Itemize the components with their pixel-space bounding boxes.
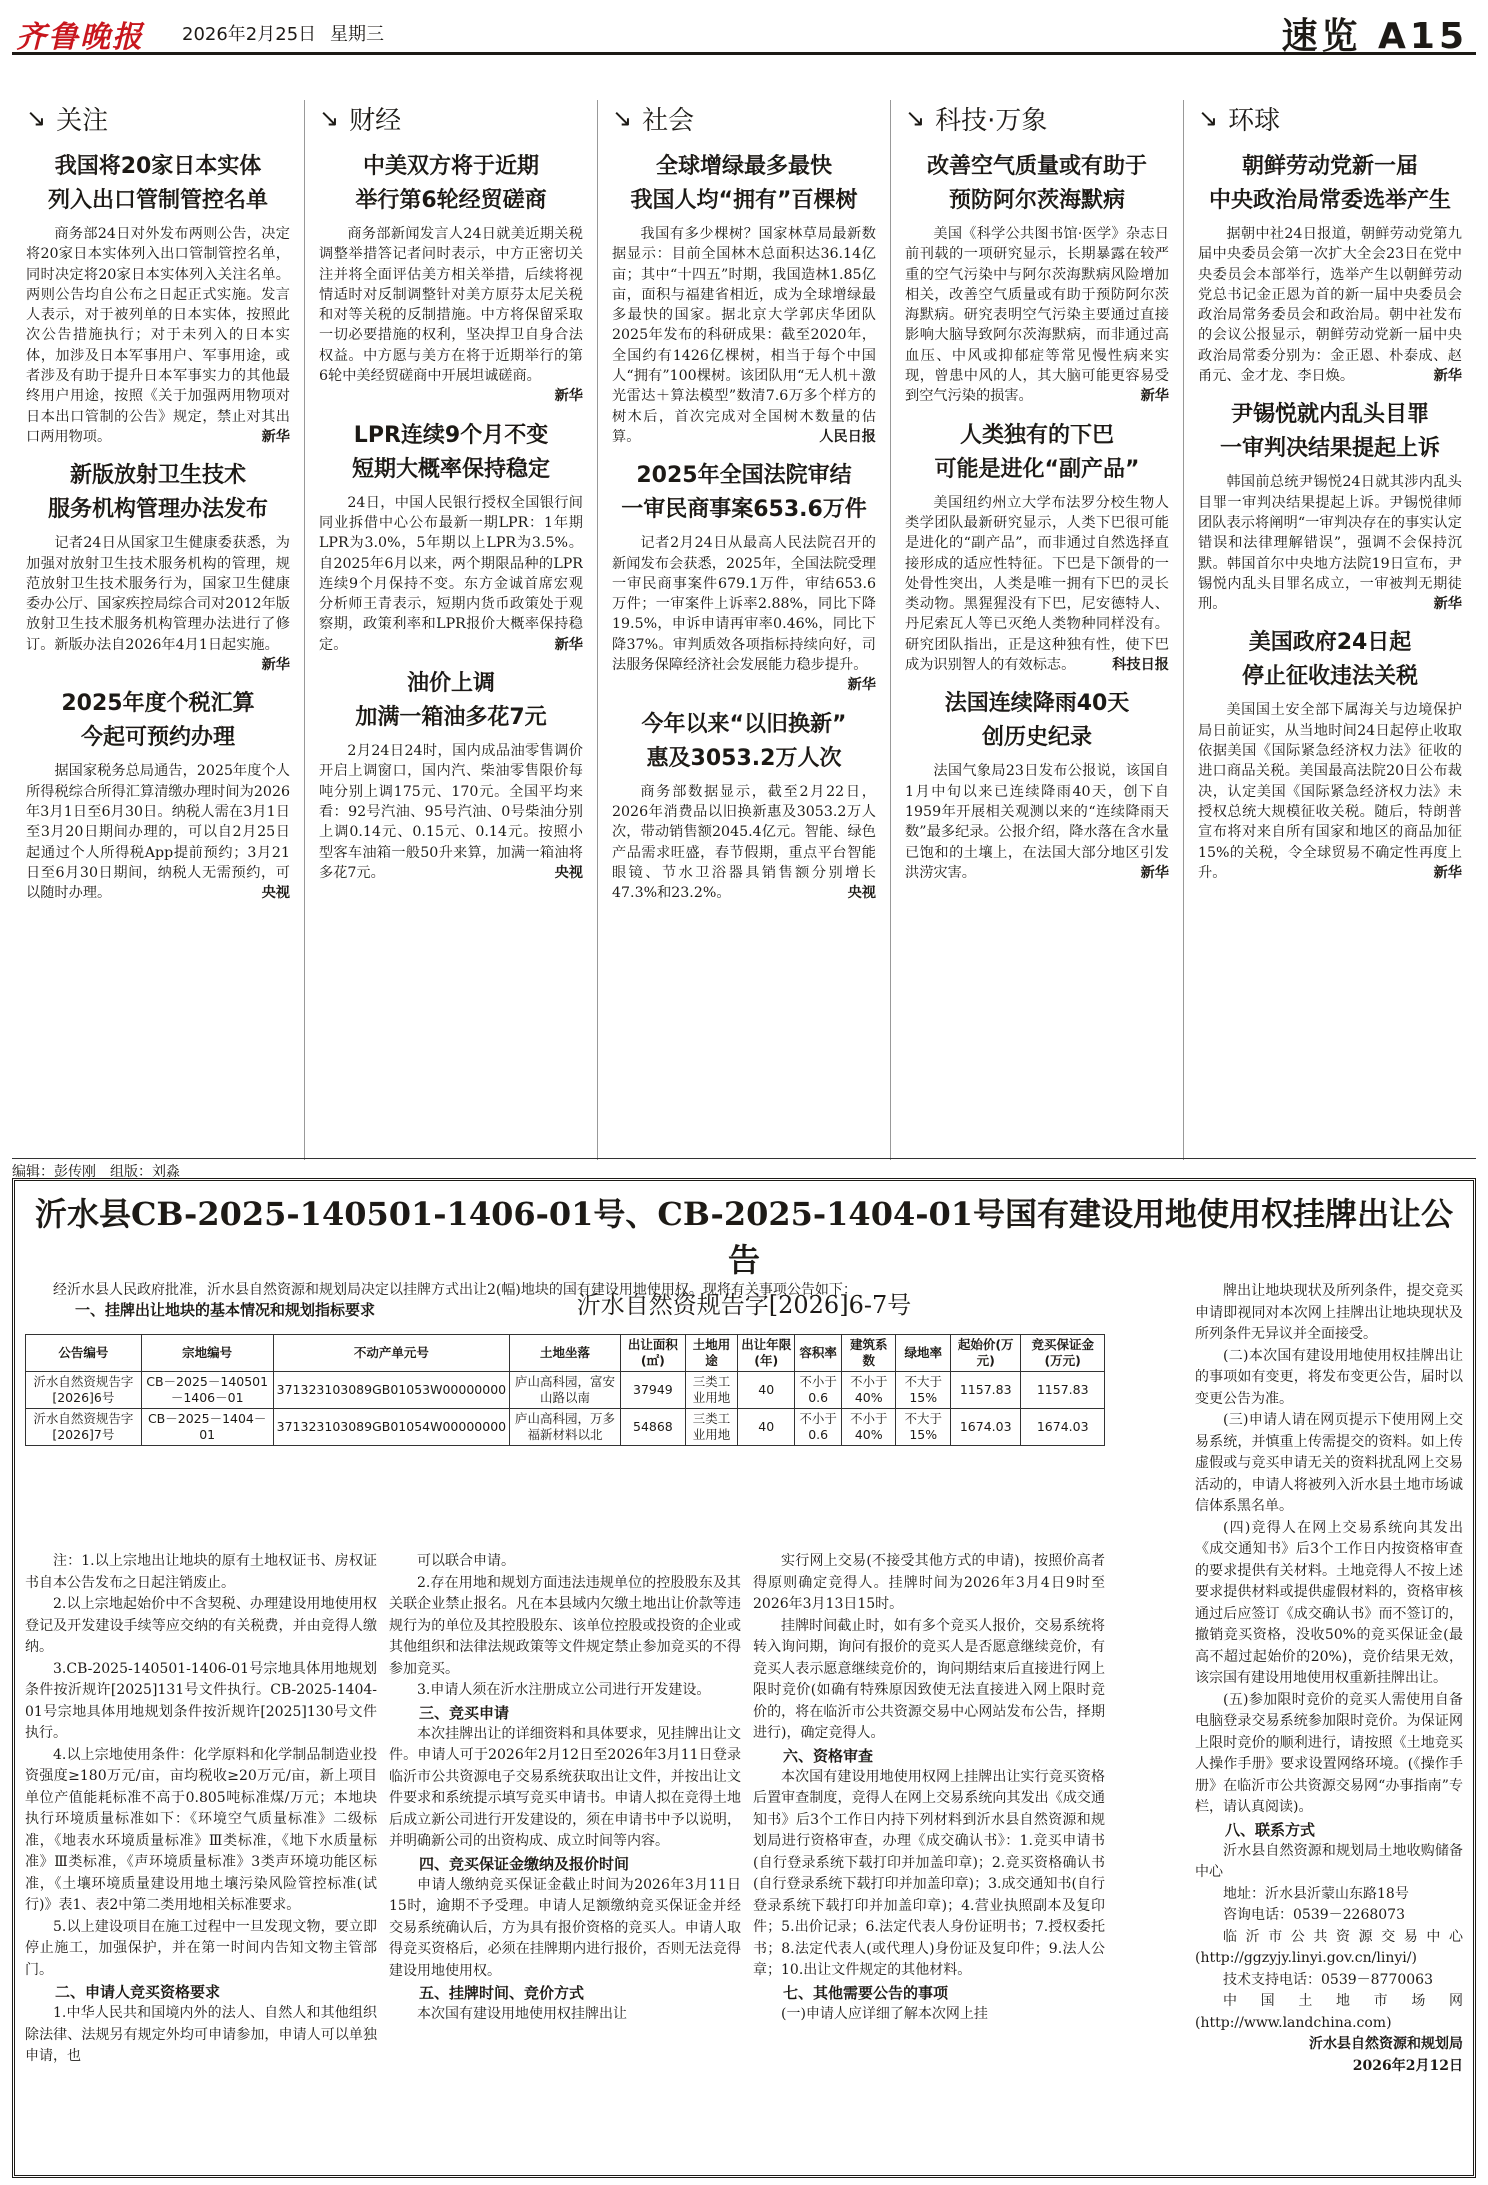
article-source: 新华 <box>1433 368 1462 385</box>
section-arrow-icon: ↘ <box>1198 104 1219 132</box>
notice-paragraph: 5.以上建设项目在施工过程中一旦发现文物，要立即停止施工，加强保护，并在第一时间内告知文物主管部门。 <box>25 1918 377 1978</box>
section-title: 关注 <box>56 105 109 136</box>
table-body <box>26 1372 1105 1446</box>
table-header-cell: 建筑系数 <box>841 1335 896 1372</box>
issue-date: 2026年2月25日 <box>182 24 317 45</box>
news-columns <box>12 100 1476 1160</box>
table-header-cell: 宗地编号 <box>141 1335 273 1372</box>
headline[interactable]: LPR连续9个月不变 短期大概率保持稳定 <box>351 422 550 482</box>
article-source: 新华 <box>261 428 290 445</box>
news-article <box>612 708 876 904</box>
notice-paragraph: 4.以上宗地使用条件：化学原料和化学制品制造业投资强度≥180万元/亩，亩均税收≥20万元/亩，新上项目单位产值能耗标准不高于0.805吨标准煤/万元；本地块执行环境质量标准如下：《环境空气质量标准》二级标准，《地表水环境质量标准》Ⅲ类标准，《地下水质量标准》Ⅲ类标准，《声环境质量标准》3类声环境功能区标准，《土壤环境质量建设用地土壤污染风险管控标准(试行)》表1、表2中第二类用地相关标准要求。 <box>25 1746 377 1913</box>
table-cell: CB－2025－140501－1406－01 <box>141 1372 273 1409</box>
notice-date: 2026年2月12日 <box>1352 2057 1463 2074</box>
article-source: 新华 <box>1433 864 1462 881</box>
table-cell: 沂水自然资规告字[2026]7号 <box>26 1409 142 1446</box>
section-6-body: 本次国有建设用地使用权网上挂牌出让实行竞买资格后置审查制度，竞得人在网上交易系统向其发出《成交通知书》后3个工作日内持下列材料到沂水县自然资源和规划局进行资格审查，办理《成交确认书》：1.竞买申请书(自行登录系统下载打印并加盖印章)；2.竞买资格确认书(自行登录系统下载打印并加盖印章)；3.成交通知书(自行登录系统下载打印并加盖印章)；4.营业执照副本及复印件；5.出价记录；6.法定代表人身份证明书；7.授权委托书；8.法定代表人(或代理人)身份证及复印件；9.法人公章；10.出让文件规定的其他材料。 <box>753 1768 1105 1978</box>
headline[interactable]: 2025年全国法院审结 一审民商事案653.6万件 <box>621 463 867 523</box>
col4-paras <box>1195 1281 1463 1819</box>
notice-col-1 <box>25 1551 377 2068</box>
article-text: 据国家税务总局通告，2025年度个人所得税综合所得汇算清缴办理时间为2026年3月1日至6月30日。纳税人需在3月1日至3月20日期间办理的，可以自2月25日起通过个人所得税App提前预约；3月21日至6月30日期间，纳税人无需预约，可以随时办理。 <box>26 763 290 902</box>
table-row <box>26 1409 1105 1446</box>
article-source: 人民日报 <box>819 428 876 445</box>
article-text: 商务部新闻发言人24日就美近期关税调整举措答记者问时表示，中方正密切关注并将全面评估美方相关举措，后续将视情适时对反制调整针对美方原芬太尼关税和对等关税的反制措施。中方将保留采取一切必要措施的权利，坚决捍卫自身合法权益。中方愿与美方在将于近期举行的第6轮中美经贸磋商中开展坦诚磋商。 <box>319 226 583 385</box>
table-header <box>26 1335 1105 1372</box>
section-arrow-icon: ↘ <box>26 104 47 132</box>
article-body <box>612 224 876 447</box>
notice-columns <box>25 1551 1105 2068</box>
article-source: 新华 <box>554 388 583 405</box>
notice-section-7: 七、其他需要公告的事项 <box>783 1983 949 2002</box>
section-4-body: 申请人缴纳竞买保证金截止时间为2026年3月11日15时，逾期不予受理。申请人足额缴纳竞买保证金并经交易系统确认后，方为具有报价资格的竞买人。申请人取得竞买资格后，必须在挂牌期内进行报价，否则无法竞得建设用地使用权。 <box>389 1876 741 1979</box>
news-article <box>905 419 1169 676</box>
section-arrow-icon: ↘ <box>612 104 633 132</box>
notice-title: 沂水县CB-2025-140501-1406-01号、CB-2025-1404-01号国有建设用地使用权挂牌出让公告 <box>34 1195 1454 1279</box>
notice-section-6: 六、资格审查 <box>783 1746 874 1765</box>
notice-section-8: 八、联系方式 <box>1225 1820 1316 1839</box>
contact-info <box>1195 1841 1463 2035</box>
article-body <box>1198 224 1462 386</box>
news-article <box>905 150 1169 407</box>
headline[interactable]: 朝鲜劳动党新一届 中央政治局常委选举产生 <box>1208 154 1451 213</box>
notice-col-2 <box>389 1551 741 2068</box>
article-text: 商务部数据显示，截至2月22日，2026年消费品以旧换新惠及3053.2万人次，带动销售额2045.4亿元。智能、绿色产品需求旺盛，春节假期，重点平台智能眼镜、节水卫浴器具销售额分别增长47.3%和23.2%。 <box>612 783 876 902</box>
masthead <box>12 6 1476 55</box>
notice-signature: 沂水县自然资源和规划局 <box>1309 2036 1463 2052</box>
col1-paras <box>25 1551 377 1981</box>
notice-paragraph: (五)参加限时竞价的竞买人需使用自备电脑登录交易系统参加限时竞价。为保证网上限时竞价的顺利进行，请按照《土地竞买人操作手册》要求设置网络环境。(《操作手册》在临沂市公共资源交易网“办事指南”专栏，请认真阅读)。 <box>1195 1691 1463 1815</box>
article-text: 2月24日24时，国内成品油零售调价开启上调窗口，国内汽、柴油零售限价每吨分别上调175元、170元。全国平均来看：92号汽油、95号汽油、0号柴油分别上调0.14元、0.15元、0.14元。按照小型客车油箱一般50升来算，加满一箱油将多花7元。 <box>319 743 583 881</box>
article-text: 24日，中国人民银行授权全国银行间同业拆借中心公布最新一期LPR：1年期LPR为3.0%，5年期以上LPR为3.5%。自2025年6月以来，两个期限品种的LPR连续9个月保持不变。东方金诚首席宏观分析师王青表示，短期内货币政策处于观察期，政策利率和LPR报价大概率保持稳定。 <box>319 494 583 653</box>
notice-paragraph: (三)申请人请在网页提示下使用网上交易系统，并慎重上传需提交的资料。如上传虚假或与竞买申请无关的资料扰乱网上交易活动的，申请人将被列入沂水县土地市场诚信体系黑名单。 <box>1195 1412 1463 1514</box>
land-notice <box>12 1178 1476 2178</box>
article-source: 新华 <box>554 636 583 653</box>
notice-paragraph: 咨询电话：0539－2268073 <box>1223 1907 1405 1923</box>
article-text: 商务部24日对外发布两则公告，决定将20家日本实体列入出口管制管控名单，同时决定将20家日本实体列入关注名单。两则公告均自公布之日起正式实施。发言人表示，对于被列单的日本实体，按照此次公告措施执行；对于未列入的日本实体，加涉及日本军事用户、军事用途，或者涉及有助于提升日本军事实力的其他最终用户用途，按照《关于加强两用物项对日本出口管制的公告》规定，禁止对其出口两用物项。 <box>26 226 290 445</box>
parcel-table <box>25 1334 1105 1446</box>
headline[interactable]: 今年以来“以旧换新” 惠及3053.2万人次 <box>641 711 847 771</box>
article-body <box>319 224 583 407</box>
table-header-cell: 容积率 <box>795 1335 842 1372</box>
article-text: 韩国前总统尹锡悦24日就其涉内乱头目罪一审判决结果提起上诉。尹锡悦律师团队表示将阐明“一审判决存在的事实认定错误和法律理解错误”，强调不会保持沉默。韩国首尔中央地方法院19日宣布，尹锡悦内乱头目罪名成立，一审被判无期徒刑。 <box>1198 474 1462 613</box>
notice-paragraph: (二)本次国有建设用地使用权挂牌出让的事项如有变更，将发布变更公告，届时以变更公告为准。 <box>1195 1347 1463 1407</box>
article-text: 美国纽约州立大学布法罗分校生物人类学团队最新研究显示，人类下巴很可能是进化的“副产品”，而非通过自然选择直接形成的适应性特征。下巴是下颌骨的一处骨性突出，人类是唯一拥有下巴的灵长类动物。黑猩猩没有下巴，尼安德特人、丹尼索瓦人等已灭绝人类物种同样没有。研究团队指出，正是这种独有性，使下巴成为识别智人的有效标志。 <box>905 494 1169 674</box>
article-source: 央视 <box>554 864 583 881</box>
issue-weekday: 星期三 <box>330 24 384 45</box>
article-source: 新华 <box>1140 864 1169 881</box>
notice-paragraph: 可以联合申请。 <box>417 1553 515 1569</box>
article-body <box>905 761 1169 883</box>
section-title: 科技·万象 <box>935 105 1048 136</box>
article-text: 记者24日从国家卫生健康委获悉，为加强对放射卫生技术服务机构的管理，规范放射卫生技术服务行为，国家卫生健康委办公厅、国家疾控局综合司对2012年版放射卫生技术服务机构管理办法进行了修订。新版办法自2026年4月1日起实施。 <box>26 535 290 653</box>
headline[interactable]: 尹锡悦就内乱头目罪 一审判决结果提起上诉 <box>1219 402 1440 462</box>
notice-paragraph: 注：1.以上宗地出让地块的原有土地权证书、房权证书自本公告发布之日起注销废止。 <box>25 1553 377 1591</box>
table-cell: 1157.83 <box>951 1372 1021 1409</box>
news-article <box>319 150 583 407</box>
headline[interactable]: 美国政府24日起 停止征收违法关税 <box>1241 630 1418 690</box>
notice-col-4 <box>1195 1281 1463 2077</box>
article-text: 我国有多少棵树？国家林草局最新数据显示：目前全国林木总面积达36.14亿亩；其中“十四五”时期，我国造林1.85亿亩，面积与福建省相近，成为全球增绿最多最快的国家。据北京大学郭庆华团队2025年发布的科研成果：截至2020年，全国约有1426亿棵树，相当于每个中国人“拥有”100棵树。该团队用“无人机＋激光雷达＋算法模型”数清7.6万多个样方的树木后，首次完成对全国树木数量的估算。 <box>612 226 876 445</box>
table-cell: 不大于15% <box>896 1409 951 1446</box>
table-cell: 1157.83 <box>1021 1372 1105 1409</box>
table-cell: 庐山高科园，富安山路以南 <box>510 1372 621 1409</box>
article-text: 据朝中社24日报道，朝鲜劳动党第九届中央委员会第一次扩大全会23日在党中央委员会本部举行，选举产生以朝鲜劳动党总书记金正恩为首的新一届中央委员会政治局常务委员会和政治局。朝中社发布的会议公报显示，朝鲜劳动党新一届中央政治局常委分别为：金正恩、朴泰成、赵甬元、金才龙、李日焕。 <box>1198 226 1462 385</box>
article-source: 新华 <box>1433 596 1462 613</box>
headline[interactable]: 2025年度个税汇算 今起可预约办理 <box>61 691 255 751</box>
news-article <box>319 419 583 655</box>
article-body <box>905 493 1169 676</box>
notice-paragraph: (四)竞得人在网上交易系统向其发出《成交通知书》后3个工作日内按资格审查的要求提供有关材料。土地竞得人不按上述要求提供材料或提供虚假材料的，资格审核通过后应签订《成交确认书》而不签订的，撤销竞买资格，没收50%的竞买保证金(最高不超过起始价的20%)，竞价结果无效，该宗国有建设用地使用权重新挂牌出让。 <box>1195 1519 1463 1686</box>
table-cell: 三类工业用地 <box>685 1372 737 1409</box>
table-cell: 不小于40% <box>841 1372 896 1409</box>
notice-paragraph: 3.CB-2025-140501-1406-01号宗地具体用地规划条件按沂规许[2025]131号文件执行。CB-2025-1404-01号宗地具体用地规划条件按沂规许[2025]130号文件执行。 <box>25 1660 377 1741</box>
article-body <box>26 761 290 903</box>
news-column <box>12 100 304 1160</box>
col2-paras <box>389 1551 741 1702</box>
notice-intro: 经沂水县人民政府批准，沂水县自然资源和规划局决定以挂牌方式出让2(幅)地块的国有建设用地使用权。现将有关事项公告如下： <box>53 1282 857 1298</box>
table-header-cell: 出让年限(年) <box>738 1335 795 1372</box>
headline[interactable]: 改善空气质量或有助于 预防阿尔茨海默病 <box>926 154 1147 213</box>
article-text: 法国气象局23日发布公报说，该国自1月中旬以来已连续降雨40天，创下自1959年开展相关观测以来的“连续降雨天数”最多纪录。公报介绍，降水落在含水量已饱和的土壤上，在法国大部分地区引发洪涝灾害。 <box>905 763 1169 881</box>
headline[interactable]: 油价上调 加满一箱油多花7元 <box>355 671 547 731</box>
news-article <box>26 459 290 675</box>
notice-paragraph: 2.存在用地和规划方面违法违规单位的控股股东及其关联企业禁止报名。凡在本县域内欠缴土地出让价款等违规行为的单位及其控股股东、该单位控股或投资的企业或其他组织和法律法规政策等文件规定禁止参加竞买的不得参加竞买。 <box>389 1574 741 1677</box>
news-column <box>304 100 597 1160</box>
notice-section-3: 三、竞买申请 <box>419 1703 510 1722</box>
headline[interactable]: 全球增绿最多最快 我国人均“拥有”百棵树 <box>630 154 858 213</box>
section-title: 社会 <box>642 105 695 136</box>
table-cell: 371323103089GB01054W00000000 <box>273 1409 509 1446</box>
notice-subtitle: 沂水自然资规告字[2026]6-7号 <box>576 1291 912 1319</box>
article-source: 新华 <box>1140 388 1169 405</box>
table-header-cell: 竞买保证金(万元) <box>1021 1335 1105 1372</box>
col1-tail: 1.中华人民共和国境内外的法人、自然人和其他组织除法律、法规另有规定外均可申请参加，申请人可以单独申请，也 <box>25 2005 377 2064</box>
article-text: 美国国土安全部下属海关与边境保护局日前证实，从当地时间24日起停止收取依据美国《国际紧急经济权力法》征收的进口商品关税。美国最高法院20日公布裁决，认定美国《国际紧急经济权力法》未授权总统大规模征收关税。随后，特朗普宣布将对来自所有国家和地区的商品加征15%的关税，令全球贸易不确定性再度上升。 <box>1198 702 1462 881</box>
table-cell: CB－2025－1404－01 <box>141 1409 273 1446</box>
headline[interactable]: 法国连续降雨40天 创历史纪录 <box>944 691 1130 751</box>
headline[interactable]: 人类独有的下巴 可能是进化“副产品” <box>934 422 1140 482</box>
headline[interactable]: 新版放射卫生技术 服务机构管理办法发布 <box>47 463 268 523</box>
section-arrow-icon: ↘ <box>319 104 340 132</box>
section-arrow-icon: ↘ <box>905 104 926 132</box>
news-article <box>1198 398 1462 614</box>
page-label: 速览 A15 <box>1281 16 1468 57</box>
article-body <box>1198 700 1462 883</box>
headline[interactable]: 我国将20家日本实体 列入出口管制管控名单 <box>47 154 268 213</box>
notice-section-1: 一、挂牌出让地块的基本情况和规划指标要求 <box>75 1301 376 1319</box>
article-body <box>319 493 583 655</box>
news-article <box>319 667 583 883</box>
headline[interactable]: 中美双方将于近期 举行第6轮经贸磋商 <box>355 154 547 213</box>
article-source: 科技日报 <box>1112 657 1169 674</box>
table-cell: 40 <box>738 1409 795 1446</box>
notice-paragraph: 中国土地市场网(http://www.landchina.com) <box>1195 1993 1463 2031</box>
section-3-body: 本次挂牌出让的详细资料和具体要求，见挂牌出让文件。申请人可于2026年2月12日至2026年3月11日登录临沂市公共资源电子交易系统获取出让文件，并按出让文件要求和系统提示填写竞买申请书。申请人拟在竞得土地后成立新公司进行开发建设的，须在申请书中予以说明，并明确新公司的出资构成、成立时间等内容。 <box>389 1725 741 1849</box>
section-header <box>612 100 876 136</box>
news-article <box>612 459 876 695</box>
paper-logo: 齐鲁晚报 <box>16 20 144 55</box>
table-header-cell: 不动产单元号 <box>273 1335 509 1372</box>
article-body <box>612 782 876 904</box>
notice-paragraph: 沂水县自然资源和规划局土地收购储备中心 <box>1195 1842 1463 1880</box>
table-row <box>26 1372 1105 1409</box>
article-text: 美国《科学公共图书馆·医学》杂志日前刊载的一项研究显示，长期暴露在较严重的空气污染中与阿尔茨海默病风险增加相关，改善空气质量或有助于预防阿尔茨海默病。研究表明空气污染主要通过直接影响大脑导致阿尔茨海默病，而非通过高血压、中风或抑郁症等常见慢性病来实现，曾患中风的人，其大脑可能更容易受到空气污染的损害。 <box>905 226 1169 405</box>
article-source: 央视 <box>847 885 876 902</box>
news-column <box>890 100 1183 1160</box>
notice-paragraph: 2.以上宗地起始价中不含契税、办理建设用地使用权登记及开发建设手续等应交纳的有关税费，并由竞得人缴纳。 <box>25 1596 377 1655</box>
notice-paragraph: 临沂市公共资源交易中心(http://ggzyjy.linyi.gov.cn/linyi/) <box>1195 1928 1463 1966</box>
table-header-cell: 土地坐落 <box>510 1335 621 1372</box>
news-column <box>1183 100 1476 1160</box>
article-body <box>319 741 583 883</box>
table-header-cell: 土地用途 <box>685 1335 737 1372</box>
notice-section-4: 四、竞买保证金缴纳及报价时间 <box>419 1854 630 1873</box>
table-cell: 沂水自然资规告字[2026]6号 <box>26 1372 142 1409</box>
article-source: 新华 <box>261 657 290 674</box>
notice-paragraph: 实行网上交易(不接受其他方式的申请)，按照价高者得原则确定竞得人。挂牌时间为2026年3月4日9时至2026年3月13日15时。 <box>753 1553 1105 1612</box>
notice-paragraph: 牌出让地块现状及所列条件，提交竞买申请即视同对本次网上挂牌出让地块现状及所列条件无异议并全面接受。 <box>1195 1283 1463 1342</box>
table-cell: 不小于40% <box>841 1409 896 1446</box>
table-cell: 不大于15% <box>896 1372 951 1409</box>
notice-body <box>25 1281 1463 2169</box>
article-body <box>26 533 290 675</box>
notice-section-2: 二、申请人竞买资格要求 <box>55 1983 221 2001</box>
section-title: 环球 <box>1228 105 1281 136</box>
table-cell: 庐山高科园，万多福新材料以北 <box>510 1409 621 1446</box>
table-header-cell: 出让面积(㎡) <box>621 1335 686 1372</box>
article-text: 记者2月24日从最高人民法院召开的新闻发布会获悉，2025年，全国法院受理一审民商事案件679.1万件，审结653.6万件；一审案件上诉率2.88%，同比下降19.5%，申诉申请再审率0.46%，同比下降37%。审判质效各项指标持续向好，司法服务保障经济社会发展能力稳步提升。 <box>612 535 876 674</box>
news-article <box>1198 626 1462 883</box>
section-header <box>905 100 1169 136</box>
news-article <box>1198 150 1462 386</box>
section-5-body: 本次国有建设用地使用权挂牌出让 <box>417 2006 627 2022</box>
notice-section-5: 五、挂牌时间、竞价方式 <box>419 1984 585 2002</box>
notice-paragraph: 3.申请人须在沂水注册成立公司进行开发建设。 <box>417 1682 711 1698</box>
article-body <box>612 533 876 695</box>
notice-paragraph: 地址：沂水县沂蒙山东路18号 <box>1223 1885 1409 1902</box>
table-cell: 不小于0.6 <box>795 1372 842 1409</box>
article-body <box>1198 472 1462 614</box>
table-cell: 371323103089GB01053W00000000 <box>273 1372 509 1409</box>
table-header-cell: 绿地率 <box>896 1335 951 1372</box>
table-cell: 1674.03 <box>951 1409 1021 1446</box>
col3-paras <box>753 1551 1105 1745</box>
section-title: 财经 <box>349 105 402 136</box>
news-article <box>26 687 290 903</box>
table-cell: 40 <box>738 1372 795 1409</box>
table-cell: 不小于0.6 <box>795 1409 842 1446</box>
table-header-cell: 起始价(万元) <box>951 1335 1021 1372</box>
table-cell: 1674.03 <box>1021 1409 1105 1446</box>
news-article <box>26 150 290 447</box>
article-body <box>905 224 1169 407</box>
table-cell: 54868 <box>621 1409 686 1446</box>
news-article <box>612 150 876 447</box>
section-7-body: (一)申请人应详细了解本次网上挂 <box>781 2005 988 2022</box>
article-body <box>26 224 290 447</box>
notice-paragraph: 技术支持电话：0539－8770063 <box>1223 1971 1433 1988</box>
table-header-cell: 公告编号 <box>26 1335 142 1372</box>
table-cell: 37949 <box>621 1372 686 1409</box>
section-header <box>1198 100 1462 136</box>
notice-col-3 <box>753 1551 1105 2068</box>
section-header <box>319 100 583 136</box>
editor-line: 编辑：彭传刚 组版：刘淼 <box>12 1158 1476 1181</box>
news-column <box>597 100 890 1160</box>
news-article <box>905 687 1169 883</box>
article-source: 央视 <box>261 885 290 902</box>
notice-paragraph: 挂牌时间截止时，如有多个竞买人报价，交易系统将转入询问期，询问有报价的竞买人是否愿意继续竞价，有竞买人表示愿意继续竞价的，询问期结束后直接进行网上限时竞价(如确有特殊原因致使无法直接进入网上限时竞价的，将在临沂市公共资源交易中心网站发布公告，择期进行)，确定竞得人。 <box>753 1617 1105 1741</box>
table-cell: 三类工业用地 <box>685 1409 737 1446</box>
section-header <box>26 100 290 136</box>
article-source: 新华 <box>847 677 876 694</box>
